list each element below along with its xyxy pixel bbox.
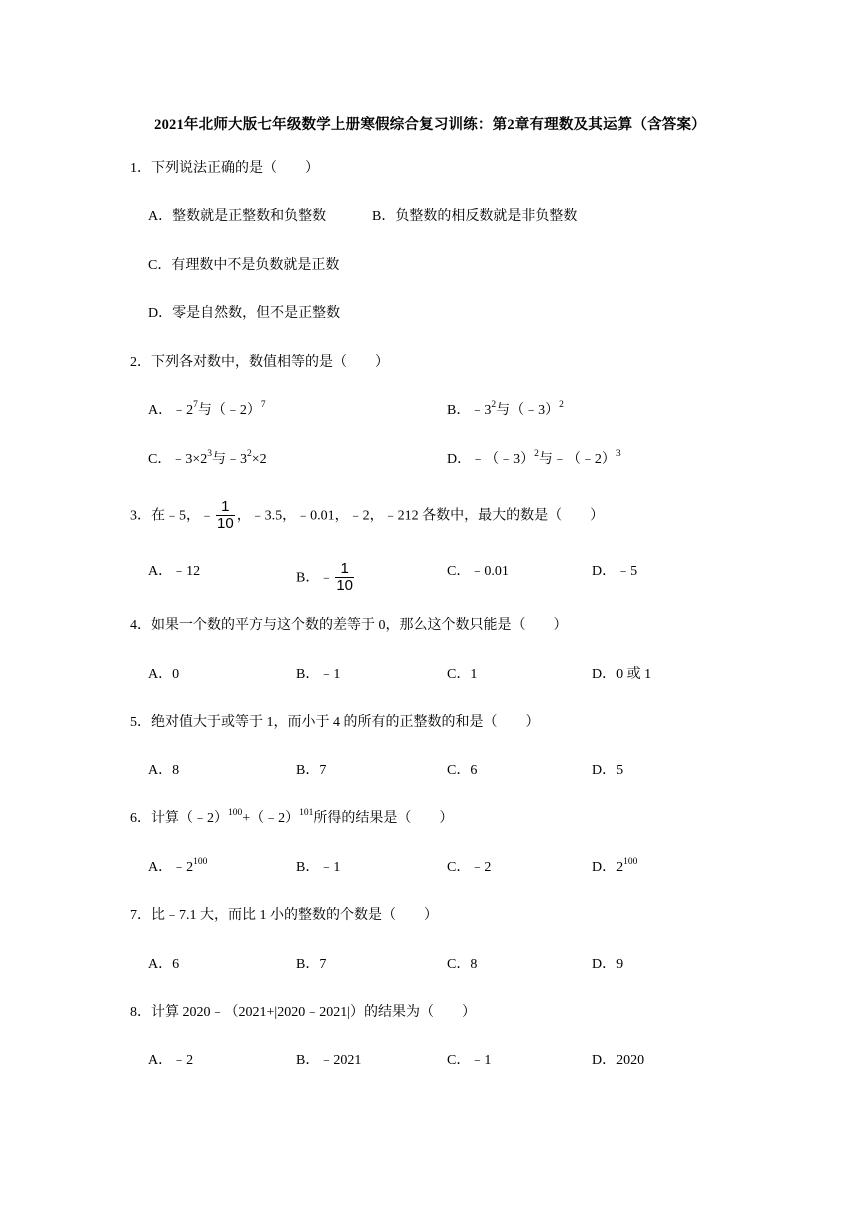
option-text: A．﹣2 — [148, 403, 194, 418]
question-5-option-a: A．8 — [148, 763, 180, 778]
question-6-option-d — [592, 858, 637, 878]
exponent: 7 — [260, 400, 266, 411]
option-text: D．﹣（﹣3） — [447, 452, 535, 467]
fraction — [335, 561, 354, 594]
question-8-option-a: A．﹣2 — [148, 1053, 194, 1068]
question-7-option-b: B．7 — [296, 957, 327, 972]
option-text: D．2 — [592, 860, 624, 875]
question-8-stem: 8．计算 2020﹣（2021+|2020﹣2021|）的结果为（ ） — [130, 1005, 477, 1020]
question-6-option-c: C．﹣2 — [447, 860, 492, 875]
question-6-option-b: B．﹣1 — [296, 860, 341, 875]
fraction-numerator: 1 — [221, 498, 230, 515]
question-3-option-b — [296, 562, 356, 595]
option-text: A．﹣2 — [148, 860, 194, 875]
exponent: 100 — [623, 857, 638, 868]
exponent: 100 — [193, 857, 208, 868]
question-2-option-d — [447, 450, 621, 470]
question-1-stem: 1．下列说法正确的是（ ） — [130, 161, 319, 176]
question-5-option-c: C．6 — [447, 763, 478, 778]
question-2-stem: 2．下列各对数中，数值相等的是（ ） — [130, 355, 389, 370]
question-3-option-d: D．﹣5 — [592, 564, 638, 579]
fraction-numerator: 1 — [340, 560, 349, 577]
option-text: B．﹣ — [296, 570, 334, 586]
stem-text: 所得的结果是（ ） — [313, 811, 454, 826]
option-text: ×2 — [251, 452, 267, 467]
exponent: 101 — [299, 808, 314, 819]
question-4-option-a: A．0 — [148, 667, 180, 682]
question-1-option-b: B．负整数的相反数就是非负整数 — [372, 209, 578, 224]
question-3-stem — [130, 500, 604, 533]
question-5-option-d: D．5 — [592, 763, 624, 778]
exponent: 100 — [228, 808, 243, 819]
question-5-option-b: B．7 — [296, 763, 327, 778]
stem-text: ，﹣3.5，﹣0.01，﹣2，﹣212 各数中，最大的数是（ ） — [236, 508, 605, 524]
option-text: 与﹣（﹣2） — [538, 452, 616, 467]
exponent: 3 — [207, 449, 212, 460]
question-1-option-a: A．整数就是正整数和负整数 — [148, 209, 327, 224]
option-text: C．﹣3×2 — [148, 452, 208, 467]
question-8-option-c: C．﹣1 — [447, 1053, 492, 1068]
option-text: 与（﹣3） — [496, 403, 560, 418]
option-text: 与（﹣2） — [197, 403, 261, 418]
stem-text: +（﹣2） — [242, 811, 300, 826]
question-1-option-c: C．有理数中不是负数就是正数 — [148, 258, 340, 273]
question-7-option-d: D．9 — [592, 957, 624, 972]
option-text: 与﹣3 — [211, 452, 247, 467]
question-8-option-d: D．2020 — [592, 1053, 645, 1068]
question-3-option-a: A．﹣12 — [148, 564, 201, 579]
question-3-option-c: C．﹣0.01 — [447, 564, 509, 579]
fraction-denominator: 10 — [336, 577, 354, 594]
stem-text: 3．在﹣5，﹣ — [130, 508, 214, 524]
question-2-option-c — [148, 450, 267, 470]
exponent: 2 — [246, 449, 252, 460]
question-2-option-a — [148, 401, 266, 421]
exponent: 2 — [491, 400, 497, 411]
question-2-option-b — [447, 401, 564, 421]
question-4-option-c: C．1 — [447, 667, 478, 682]
stem-text: 6．计算（﹣2） — [130, 811, 228, 826]
question-7-stem: 7．比﹣7.1 大，而比 1 小的整数的个数是（ ） — [130, 908, 438, 923]
question-4-stem: 4．如果一个数的平方与这个数的差等于 0，那么这个数只能是（ ） — [130, 618, 568, 633]
fraction — [216, 499, 235, 532]
question-6-option-a — [148, 858, 207, 878]
question-7-option-c: C．8 — [447, 957, 478, 972]
exponent: 3 — [615, 449, 621, 460]
option-text: B．﹣3 — [447, 403, 492, 418]
document-title: 2021年北师大版七年级数学上册寒假综合复习训练：第2章有理数及其运算（含答案） — [154, 117, 706, 133]
fraction-denominator: 10 — [217, 515, 234, 532]
exponent: 2 — [534, 449, 539, 460]
exponent: 7 — [193, 400, 198, 411]
question-4-option-b: B．﹣1 — [296, 667, 341, 682]
question-1-option-d: D．零是自然数，但不是正整数 — [148, 306, 341, 321]
question-6-stem — [130, 809, 453, 829]
question-5-stem: 5．绝对值大于或等于 1，而小于 4 的所有的正整数的和是（ ） — [130, 715, 540, 730]
question-8-option-b: B．﹣2021 — [296, 1053, 362, 1068]
question-4-option-d: D．0 或 1 — [592, 667, 652, 682]
exponent: 2 — [559, 400, 564, 411]
question-7-option-a: A．6 — [148, 957, 180, 972]
